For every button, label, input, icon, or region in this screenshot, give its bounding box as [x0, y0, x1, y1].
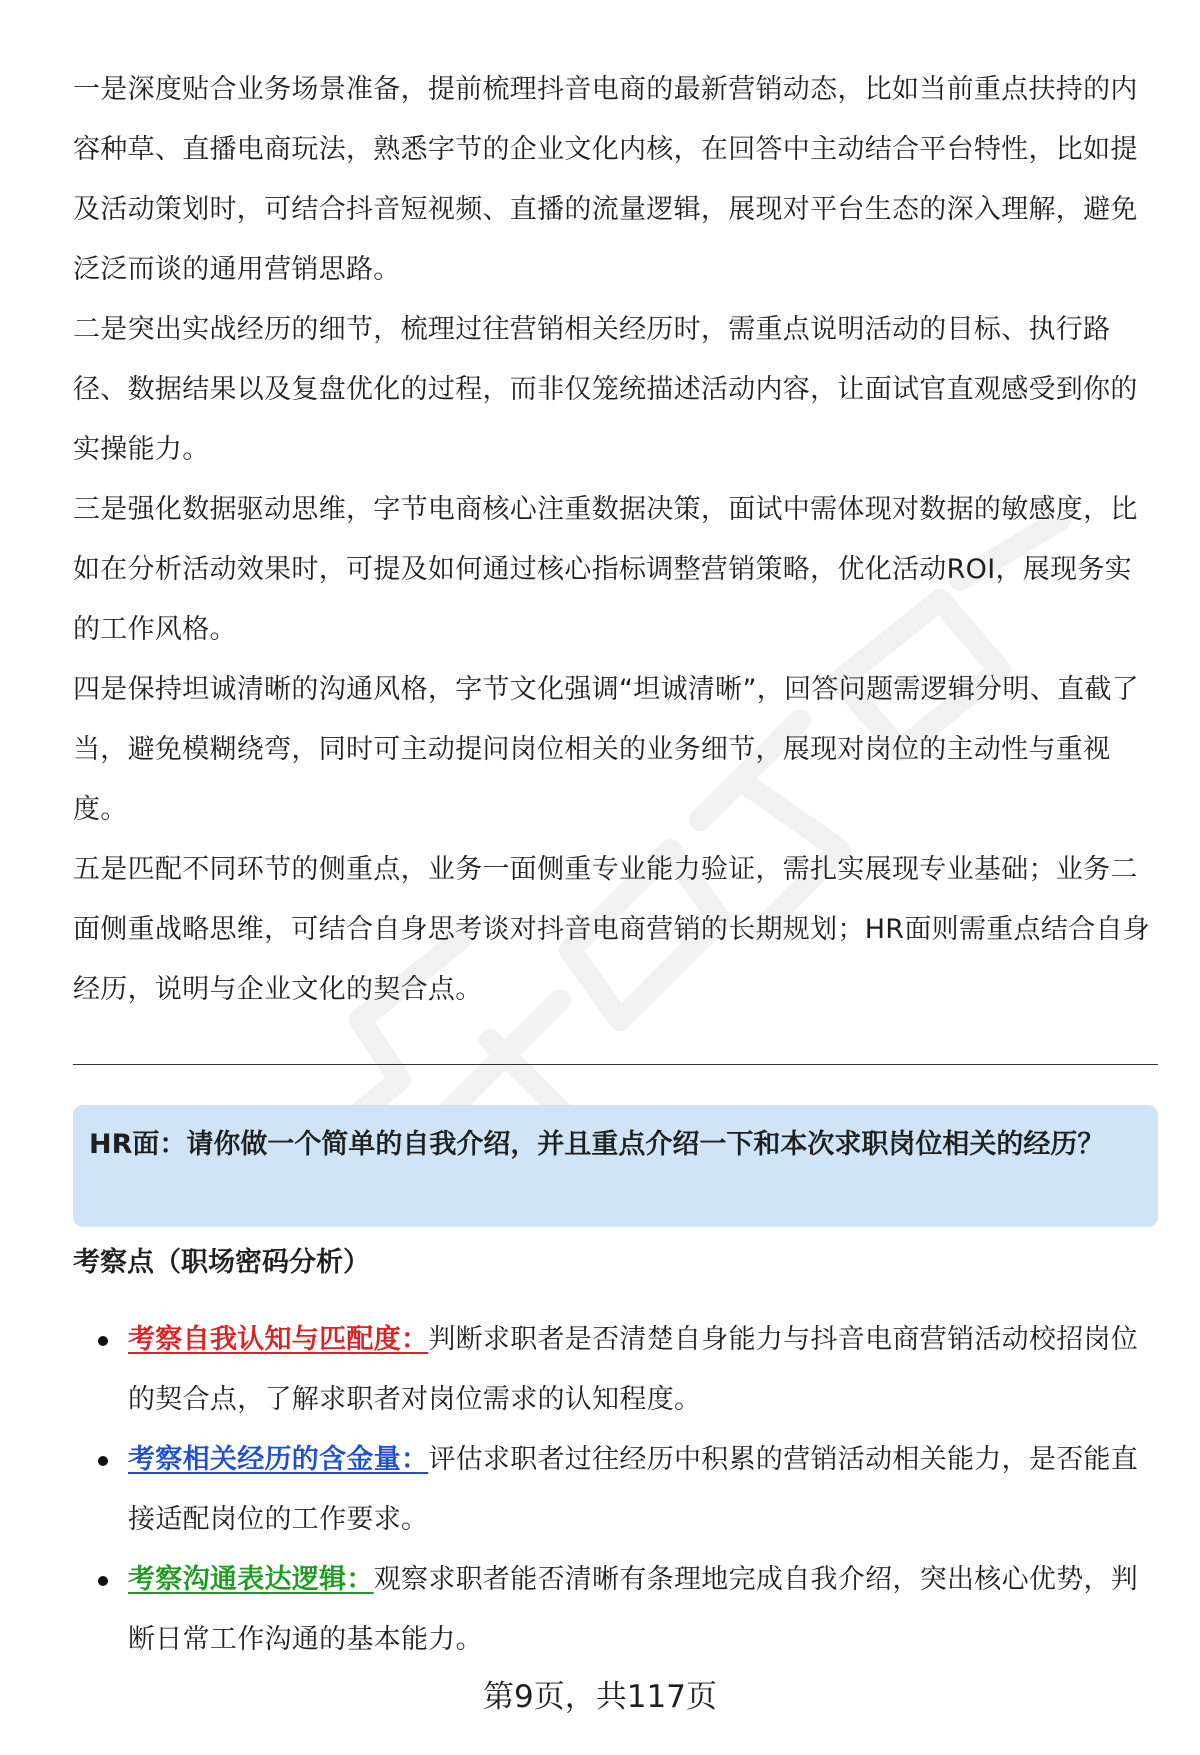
paragraph-2: 二是突出实战经历的细节，梳理过往营销相关经历时，需重点说明活动的目标、执行路径、数据结果以及复盘优化的过程，而非仅笼统描述活动内容，让面试官直观感受到你的实操能力。: [73, 314, 1138, 465]
bullet-keyword: 考察沟通表达逻辑：: [128, 1564, 374, 1595]
paragraph-5: 五是匹配不同环节的侧重点，业务一面侧重专业能力验证，需扎实展现专业基础；业务二面侧重战略思维，可结合自身思考谈对抖音电商营销的长期规划；HR面则需重点结合自身经历，说明与企业文化的契合点。: [73, 854, 1151, 1005]
bullet-keyword: 考察相关经历的含金量：: [128, 1444, 429, 1475]
bullet-text: 观察求职者能否清晰有条理地完成自我介绍，突出核心优势，判断日常工作沟通的基本能力。: [128, 1564, 1139, 1655]
list-item: [73, 1550, 1159, 1670]
bullet-text: 评估求职者过往经历中积累的营销活动相关能力，是否能直接适配岗位的工作要求。: [128, 1444, 1139, 1535]
question-callout: [73, 1105, 1158, 1227]
section-heading: 考察点（职场密码分析）: [73, 1247, 370, 1278]
bullet-icon: [98, 1576, 108, 1586]
list-item: [73, 1430, 1159, 1550]
question-text: HR面：请你做一个简单的自我介绍，并且重点介绍一下和本次求职岗位相关的经历？: [89, 1129, 1105, 1160]
paragraph-4: 四是保持坦诚清晰的沟通风格，字节文化强调“坦诚清晰”，回答问题需逻辑分明、直截了当，避免模糊绕弯，同时可主动提问岗位相关的业务细节，展现对岗位的主动性与重视度。: [73, 674, 1139, 825]
bullet-icon: [98, 1336, 108, 1346]
paragraph-3: 三是强化数据驱动思维，字节电商核心注重数据决策，面试中需体现对数据的敏感度，比如在分析活动效果时，可提及如何通过核心指标调整营销策略，优化活动ROI，展现务实的工作风格。: [73, 494, 1138, 645]
page-number: 第9页，共117页: [483, 1679, 717, 1715]
bullet-icon: [98, 1456, 108, 1466]
section-divider: [73, 1064, 1158, 1065]
assessment-points-list: [73, 1310, 1159, 1670]
body-text: [73, 60, 1159, 1020]
paragraph-1: 一是深度贴合业务场景准备，提前梳理抖音电商的最新营销动态，比如当前重点扶持的内容种草、直播电商玩法，熟悉字节的企业文化内核，在回答中主动结合平台特性，比如提及活动策划时，可结合抖音短视频、直播的流量逻辑，展现对平台生态的深入理解，避免泛泛而谈的通用营销思路。: [73, 74, 1138, 285]
bullet-keyword: 考察自我认知与匹配度：: [128, 1324, 429, 1355]
bullet-text: 判断求职者是否清楚自身能力与抖音电商营销活动校招岗位的契合点，了解求职者对岗位需求的认知程度。: [128, 1324, 1139, 1415]
list-item: [73, 1310, 1159, 1430]
